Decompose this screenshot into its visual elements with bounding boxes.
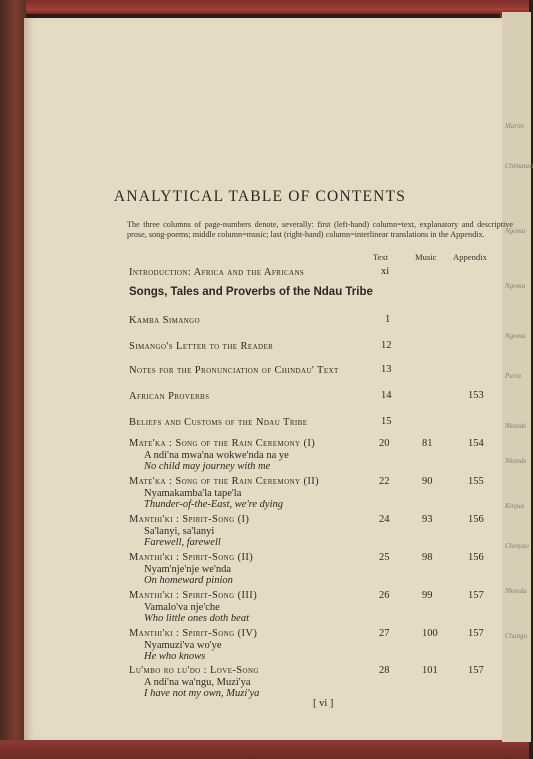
toc-song-entry — [129, 590, 257, 625]
toc-entry-appendix-page: 156 — [468, 514, 484, 525]
facing-page-edge: Marim Chimanza Ngoma Ngoma Ngoma Purta Nkonde Nkonde Kinjua Chinyao Nkonda Changu — [500, 12, 531, 742]
toc-entry-line: Nyamakamba'la tape'la — [144, 487, 242, 499]
toc-entry-line: Sa'lanyi, sa'lanyi — [144, 525, 215, 537]
toc-entry-translation: He who knows — [144, 651, 206, 662]
toc-entry-music-page: 81 — [422, 438, 433, 449]
toc-entry-title: Kamba Simango — [129, 315, 201, 326]
toc-entry-title: Manthi'ki : Spirit-Song (II) — [129, 552, 254, 563]
toc-entry-text-page: 22 — [379, 476, 390, 487]
document-page — [24, 18, 513, 740]
toc-entry-appendix-page: 153 — [468, 390, 484, 401]
toc-entry-appendix-page: 157 — [468, 628, 484, 639]
toc-entry-music-page: 90 — [422, 476, 433, 487]
toc-entry-title: Manthi'ki : Spirit-Song (III) — [129, 590, 258, 601]
toc-entry-line: Nyam'nje'nje we'nda — [144, 563, 232, 575]
toc-entry-title: Manthi'ki : Spirit-Song (IV) — [129, 628, 258, 639]
toc-entry-title: Lu'mbo ro lu'do : Love-Song — [129, 665, 259, 676]
toc-entry-appendix-page: 157 — [468, 590, 484, 601]
toc-entry-music-page: 98 — [422, 552, 433, 563]
toc-entry-translation: On homeward pinion — [144, 575, 233, 586]
intro-note: The three columns of page-numbers denote, severally: first (left-hand) column=text, explanatory and descriptive prose, song-poems; middle column=music; last (right-hand) column=interlinear translations in the Appendix. — [127, 220, 513, 239]
toc-entry-music-page: 101 — [422, 665, 438, 676]
toc-entry-music-page: 100 — [422, 628, 438, 639]
toc-entry-title: Beliefs and Customs of the Ndau Tribe — [129, 417, 308, 428]
toc-entry-line: A ndi'na mwa'na wokwe'nda na ye — [144, 449, 289, 461]
toc-entry-title: Introduction: Africa and the Africans — [129, 267, 305, 278]
toc-entry-title: Notes for the Pronunciation of Chindau' Text — [129, 365, 339, 376]
toc-song-entry — [129, 665, 259, 700]
toc-entry-title: Mate'ka : Song of the Rain Ceremony (II) — [129, 476, 320, 487]
toc-entry-music-page: 99 — [422, 590, 433, 601]
column-header-music: Music — [415, 252, 437, 262]
book-cover-top-edge — [0, 0, 529, 14]
toc-entry-translation: No child may journey with me — [144, 461, 271, 472]
toc-entry-title: Mate'ka : Song of the Rain Ceremony (I) — [129, 438, 316, 449]
book-cover-bottom-edge — [0, 740, 529, 759]
toc-entry-appendix-page: 156 — [468, 552, 484, 563]
toc-entry-text-page: 24 — [379, 514, 390, 525]
section-heading: Songs, Tales and Proverbs of the Ndau Tribe — [129, 286, 373, 298]
toc-entry-text-page: 26 — [379, 590, 390, 601]
column-header-appendix: Appendix — [453, 252, 487, 262]
toc-entry-text-page: xi — [381, 266, 390, 277]
page-title: ANALYTICAL TABLE OF CONTENTS — [113, 188, 407, 205]
book-binding — [0, 0, 26, 759]
toc-entry-translation: Farewell, farewell — [144, 537, 221, 548]
toc-entry-appendix-page: 157 — [468, 665, 484, 676]
column-header-text: Text — [373, 252, 389, 262]
toc-entry-appendix-page: 155 — [468, 476, 484, 487]
toc-entry-line: A ndi'na wa'ngu, Muzi'ya — [144, 676, 251, 688]
toc-entry-text-page: 13 — [381, 364, 392, 375]
page-number: [ vi ] — [313, 698, 334, 709]
toc-entry-text-page: 25 — [379, 552, 390, 563]
toc-song-entry — [129, 628, 257, 663]
toc-entry-music-page: 93 — [422, 514, 433, 525]
toc-entry-title: Simango's Letter to the Reader — [129, 341, 274, 352]
toc-song-entry — [129, 514, 249, 549]
toc-song-entry — [129, 438, 315, 473]
toc-entry-text-page: 1 — [385, 314, 391, 325]
toc-song-entry — [129, 552, 253, 587]
toc-entry-text-page: 27 — [379, 628, 390, 639]
toc-entry-line: Nyamuzi'va wo'ye — [144, 639, 222, 651]
toc-entry-appendix-page: 154 — [468, 438, 484, 449]
toc-entry-line: Vamalo'va nje'che — [144, 601, 220, 613]
toc-entry-text-page: 20 — [379, 438, 390, 449]
toc-entry-translation: I have not my own, Muzi'ya — [144, 688, 260, 699]
toc-entry-text-page: 14 — [381, 390, 392, 401]
toc-song-entry — [129, 476, 319, 511]
toc-entry-text-page: 15 — [381, 416, 392, 427]
toc-entry-title: African Proverbs — [129, 391, 210, 402]
toc-entry-translation: Thunder-of-the-East, we're dying — [144, 499, 283, 510]
toc-entry-text-page: 12 — [381, 340, 392, 351]
toc-entry-translation: Who little ones doth beat — [144, 613, 249, 624]
toc-entry-title: Manthi'ki : Spirit-Song (I) — [129, 514, 250, 525]
toc-entry-text-page: 28 — [379, 665, 390, 676]
